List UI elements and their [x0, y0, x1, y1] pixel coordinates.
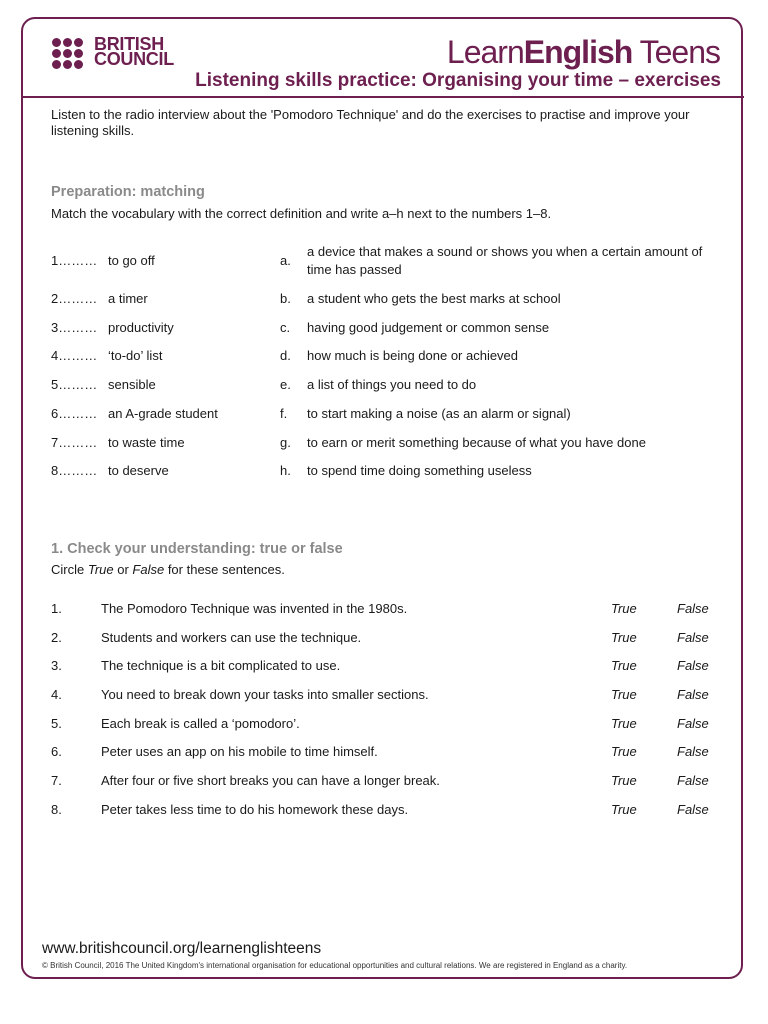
false-option[interactable]: False [677, 716, 709, 731]
definition-letter: b. [280, 291, 291, 306]
true-option[interactable]: True [611, 716, 637, 731]
false-option[interactable]: False [677, 601, 709, 616]
definition-text: how much is being done or achieved [307, 348, 519, 363]
statement-number: 1. [51, 601, 62, 616]
true-option[interactable]: True [611, 802, 637, 817]
definition-letter: h. [280, 463, 291, 478]
true-option[interactable]: True [611, 687, 637, 702]
true-option[interactable]: True [611, 630, 637, 645]
logo-line-2: COUNCIL [94, 49, 174, 69]
definition-letter: e. [280, 377, 291, 392]
vocabulary-word: an A-grade student [108, 406, 218, 421]
matching-number[interactable]: 1……… [51, 253, 98, 268]
learnenglish-teens-brand [447, 34, 720, 71]
statement-number: 8. [51, 802, 62, 817]
vocabulary-word: ‘to-do’ list [108, 348, 163, 363]
vocabulary-word: sensible [108, 377, 156, 392]
matching-number[interactable]: 4……… [51, 348, 98, 363]
definition-text: to earn or merit something because of what you have done [307, 435, 646, 450]
brand-learn: Learn [446, 34, 524, 70]
definition-letter: f. [280, 406, 288, 421]
definition-letter: d. [280, 348, 291, 363]
true-option[interactable]: True [611, 773, 637, 788]
false-option[interactable]: False [677, 630, 709, 645]
matching-number[interactable]: 7……… [51, 435, 98, 450]
statement-text: After four or five short breaks you can have a longer break. [101, 773, 440, 788]
false-option[interactable]: False [677, 744, 709, 759]
true-option[interactable]: True [611, 601, 637, 616]
statement-number: 2. [51, 630, 62, 645]
definition-text: to start making a noise (as an alarm or signal) [307, 406, 571, 421]
british-council-logo [52, 34, 182, 74]
definition-text: a list of things you need to do [307, 377, 477, 392]
statement-text: The Pomodoro Technique was invented in the 1980s. [101, 601, 408, 616]
check-heading: 1. Check your understanding: true or false [51, 541, 343, 557]
header-divider [22, 96, 744, 98]
statement-number: 4. [51, 687, 62, 702]
statement-text: Peter uses an app on his mobile to time himself. [101, 744, 378, 759]
true-option[interactable]: True [611, 744, 637, 759]
vocabulary-word: a timer [108, 291, 148, 306]
statement-number: 6. [51, 744, 62, 759]
matching-number[interactable]: 8……… [51, 463, 98, 478]
logo-line-1: BRITISH [94, 34, 164, 54]
statement-text: Students and workers can use the technique. [101, 630, 362, 645]
vocabulary-word: to deserve [108, 463, 169, 478]
true-option[interactable]: True [611, 658, 637, 673]
definition-letter: g. [280, 435, 291, 450]
false-option[interactable]: False [677, 687, 709, 702]
definition-letter: a. [280, 253, 291, 268]
statement-number: 5. [51, 716, 62, 731]
vocabulary-word: to go off [108, 253, 155, 268]
footer-copyright: © British Council, 2016 The United Kingdom's international organisation for educational opportunities and cultural relations. We are registered in England as a charity. [42, 961, 628, 970]
matching-number[interactable]: 3……… [51, 320, 98, 335]
statement-text: The technique is a bit complicated to use. [101, 658, 341, 673]
matching-number[interactable]: 2……… [51, 291, 98, 306]
false-option[interactable]: False [677, 802, 709, 817]
preparation-instruction: Match the vocabulary with the correct definition and write a–h next to the numbers 1–8. [51, 206, 552, 221]
statement-text: Each break is called a ‘pomodoro’. [101, 716, 300, 731]
statement-text: You need to break down your tasks into smaller sections. [101, 687, 429, 702]
footer-url[interactable]: www.britishcouncil.org/learnenglishteens [42, 940, 322, 957]
definition-text: having good judgement or common sense [307, 320, 550, 335]
definition-text: a student who gets the best marks at school [307, 291, 561, 306]
brand-teens: Teens [632, 34, 720, 70]
vocabulary-word: productivity [108, 320, 174, 335]
intro-text: Listen to the radio interview about the 'Pomodoro Technique' and do the exercises to practise and improve your listening skills. [51, 107, 690, 138]
definition-letter: c. [280, 320, 291, 335]
statement-number: 3. [51, 658, 62, 673]
false-option[interactable]: False [677, 658, 709, 673]
definition-text: a device that makes a sound or shows you when a certain amount of time has passed [307, 244, 703, 277]
matching-number[interactable]: 6……… [51, 406, 98, 421]
statement-text: Peter takes less time to do his homework these days. [101, 802, 409, 817]
preparation-heading: Preparation: matching [51, 184, 205, 200]
false-option[interactable]: False [677, 773, 709, 788]
vocabulary-word: to waste time [108, 435, 185, 450]
matching-number[interactable]: 5……… [51, 377, 98, 392]
page-title: Listening skills practice: Organising your time – exercises [195, 70, 721, 91]
statement-number: 7. [51, 773, 62, 788]
definition-text: to spend time doing something useless [307, 463, 532, 478]
check-instruction: Circle True or False for these sentences. [51, 562, 285, 577]
page-border [21, 17, 743, 979]
brand-english: English [523, 34, 633, 70]
